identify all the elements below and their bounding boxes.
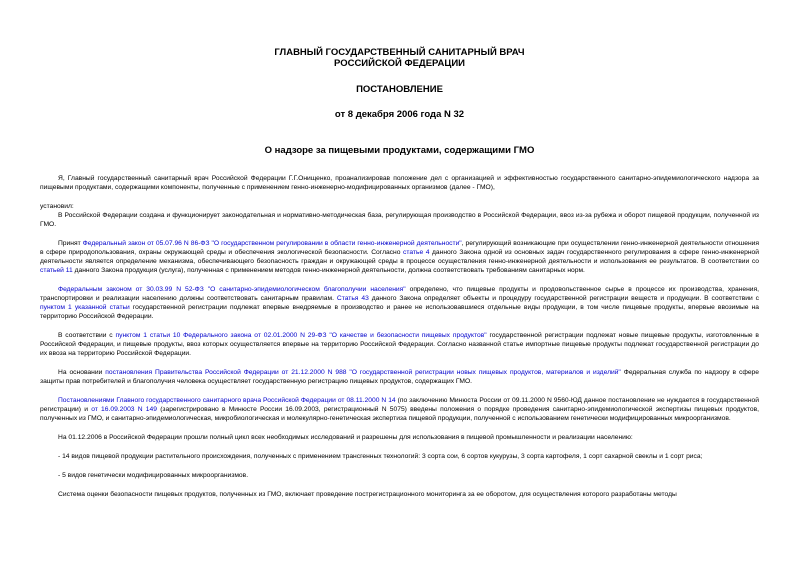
paragraph-resolutions: Постановлениями Главного государственного санитарного врача Российской Федерации от 08.11.2000 N 14 (по заключению Минюста России от 09.11.2000 N 9560-ЮД данное постановление не нуждается в государственной регистрации) и от 16.09.2003 N 149 (зарегистрировано в Минюсте России 16.09.2003, регистрационный N 5075) введены положения о порядке проведения санитарно-эпидемиологической экспертизы пищевых продуктов, полученных из ГМО, и санитарно-эпидемиологическая, микробиологическая и молекулярно-генетическая экспертиза пищевой продукции, полученной с использованием генетически модифицированных микроорганизмов. xyxy=(40,397,760,422)
link-law-29[interactable]: пунктом 1 статьи 10 Федерального закона от 02.01.2000 N 29-ФЗ "О качестве и безопасности пищевых продуктов" xyxy=(115,332,487,339)
paragraph-decree-988: На основании постановления Правительства Российской Федерации от 21.12.2000 N 988 "О государственной регистрации новых пищевых продуктов, материалов и изделий" Федеральная служба по надзору в сфере защиты прав потребителей и благополучия человека осуществляет государственную регистрацию пищевых продуктов, содержащих ГМО. xyxy=(40,369,759,385)
link-decree-988[interactable]: постановления Правительства Российской Федерации от 21.12.2000 N 988 "О государственной регистрации новых пищевых продуктов, материалов и изделий" xyxy=(105,369,621,376)
issuer-line-2: РОССИЙСКОЙ ФЕДЕРАЦИИ xyxy=(333,58,465,69)
link-law-86[interactable]: Федеральный закон от 05.07.96 N 86-ФЗ "О государственном регулировании в области генно-инженерной деятельности" xyxy=(82,240,462,247)
document-title: О надзоре за пищевыми продуктами, содержащими ГМО xyxy=(264,145,535,156)
issuer-line-1: ГЛАВНЫЙ ГОСУДАРСТВЕННЫЙ САНИТАРНЫЙ ВРАЧ xyxy=(274,47,525,58)
link-article-4[interactable]: статье 4 xyxy=(403,249,430,256)
link-article-43[interactable]: Статья 43 xyxy=(336,295,369,302)
paragraph-status-2006: На 01.12.2006 в Российской Федерации прошли полный цикл всех необходимых исследований и разрешены для использования в пищевой промышленности и реализации населению: xyxy=(58,434,633,441)
link-law-52[interactable]: Федеральным законом от 30.03.99 N 52-ФЗ "О санитарно-эпидемиологическом благополучии населения" xyxy=(58,286,406,293)
list-item-plant-products: - 14 видов пищевой продукции растительного происхождения, полученных с применением трансгенных технологий: 3 сорта сои, 6 сортов кукурузы, 3 сорта картофеля, 1 сорт сахарной свеклы и 1 сорт риса; xyxy=(58,453,703,460)
document-date: от 8 декабря 2006 года N 32 xyxy=(334,109,465,120)
link-resolution-149[interactable]: от 16.09.2003 N 149 xyxy=(91,406,157,413)
paragraph-monitoring: Система оценки безопасности пищевых продуктов, полученных из ГМО, включает проведение пострегистрационного мониторинга за ее оборотом, для осуществления которого разработаны методы xyxy=(58,491,677,498)
paragraph-legal-base: В Российской Федерации создана и функционирует законодательная и нормативно-методическая база, регулирующая производство в Российской Федерации, ввоз из-за рубежа и оборот пищевой продукции, полученной из ГМО. xyxy=(40,212,759,228)
issuer-heading xyxy=(40,0,759,69)
paragraph-law-52: Федеральным законом от 30.03.99 N 52-ФЗ "О санитарно-эпидемиологическом благополучии населения" определено, что пищевые продукты и продовольственное сырье в процессе их производства, хранения, транспортировки и реализации населению должны соответствовать санитарным правилам. Статья 43 данного Закона определяет объекты и процедуру государственной регистрации веществ и продукции. В соответствии с пунктом 1 указанной статьи государственной регистрации подлежат впервые внедряемые в производство и ранее не использовавшиеся отдельные виды продукции, в том числе пищевые продукты, впервые ввозимые на территорию Российской Федерации. xyxy=(40,286,759,320)
paragraph-preamble: Я, Главный государственный санитарный врач Российской Федерации Г.Г.Онищенко, проанализировав положение дел с организацией и эффективностью государственного санитарно-эпидемиологического надзора за пищевыми продуктами, содержащими компоненты, полученные с применением генно-инженерно-модифицированных организмов (далее - ГМО), xyxy=(40,175,759,191)
paragraph-law-86: Принят Федеральный закон от 05.07.96 N 86-ФЗ "О государственном регулировании в области генно-инженерной деятельности", регулирующий возникающие при осуществлении генно-инженерной деятельности отношения в сфере природопользования, охраны окружающей среды и обеспечения экологической безопасности. Согласно статье 4 данного Закона одной из основных задач государственного регулирования в сфере генно-инженерной деятельности является определение механизма, обеспечивающего безопасность граждан и окружающей среды в процессе осуществления генно-инженерной деятельности и использования ее результатов. В соответствии со статьей 11 данного Закона продукция (услуга), полученная с применением методов генно-инженерной деятельности, должна соответствовать требованиям санитарных норм. xyxy=(40,240,760,274)
link-article-43-item-1[interactable]: пунктом 1 указанной статьи xyxy=(40,304,130,311)
link-article-11[interactable]: статьей 11 xyxy=(40,267,73,274)
paragraph-law-29: В соответствии с пунктом 1 статьи 10 Федерального закона от 02.01.2000 N 29-ФЗ "О качестве и безопасности пищевых продуктов" государственной регистрации подлежат новые пищевые продукты, изготовленные в Российской Федерации, и пищевые продукты, ввоз которых осуществляется впервые на территорию Российской Федерации. Согласно названной статье импортные пищевые продукты подлежат государственной регистрации до их ввоза на территорию Российской Федерации. xyxy=(40,332,759,357)
paragraph-established: установил: xyxy=(40,203,74,210)
link-resolution-14[interactable]: Постановлениями Главного государственного санитарного врача Российской Федерации от 08.11.2000 N 14 xyxy=(58,397,396,404)
document-type: ПОСТАНОВЛЕНИЕ xyxy=(356,84,443,95)
list-item-microorganisms: - 5 видов генетически модифицированных микроорганизмов. xyxy=(58,472,249,479)
